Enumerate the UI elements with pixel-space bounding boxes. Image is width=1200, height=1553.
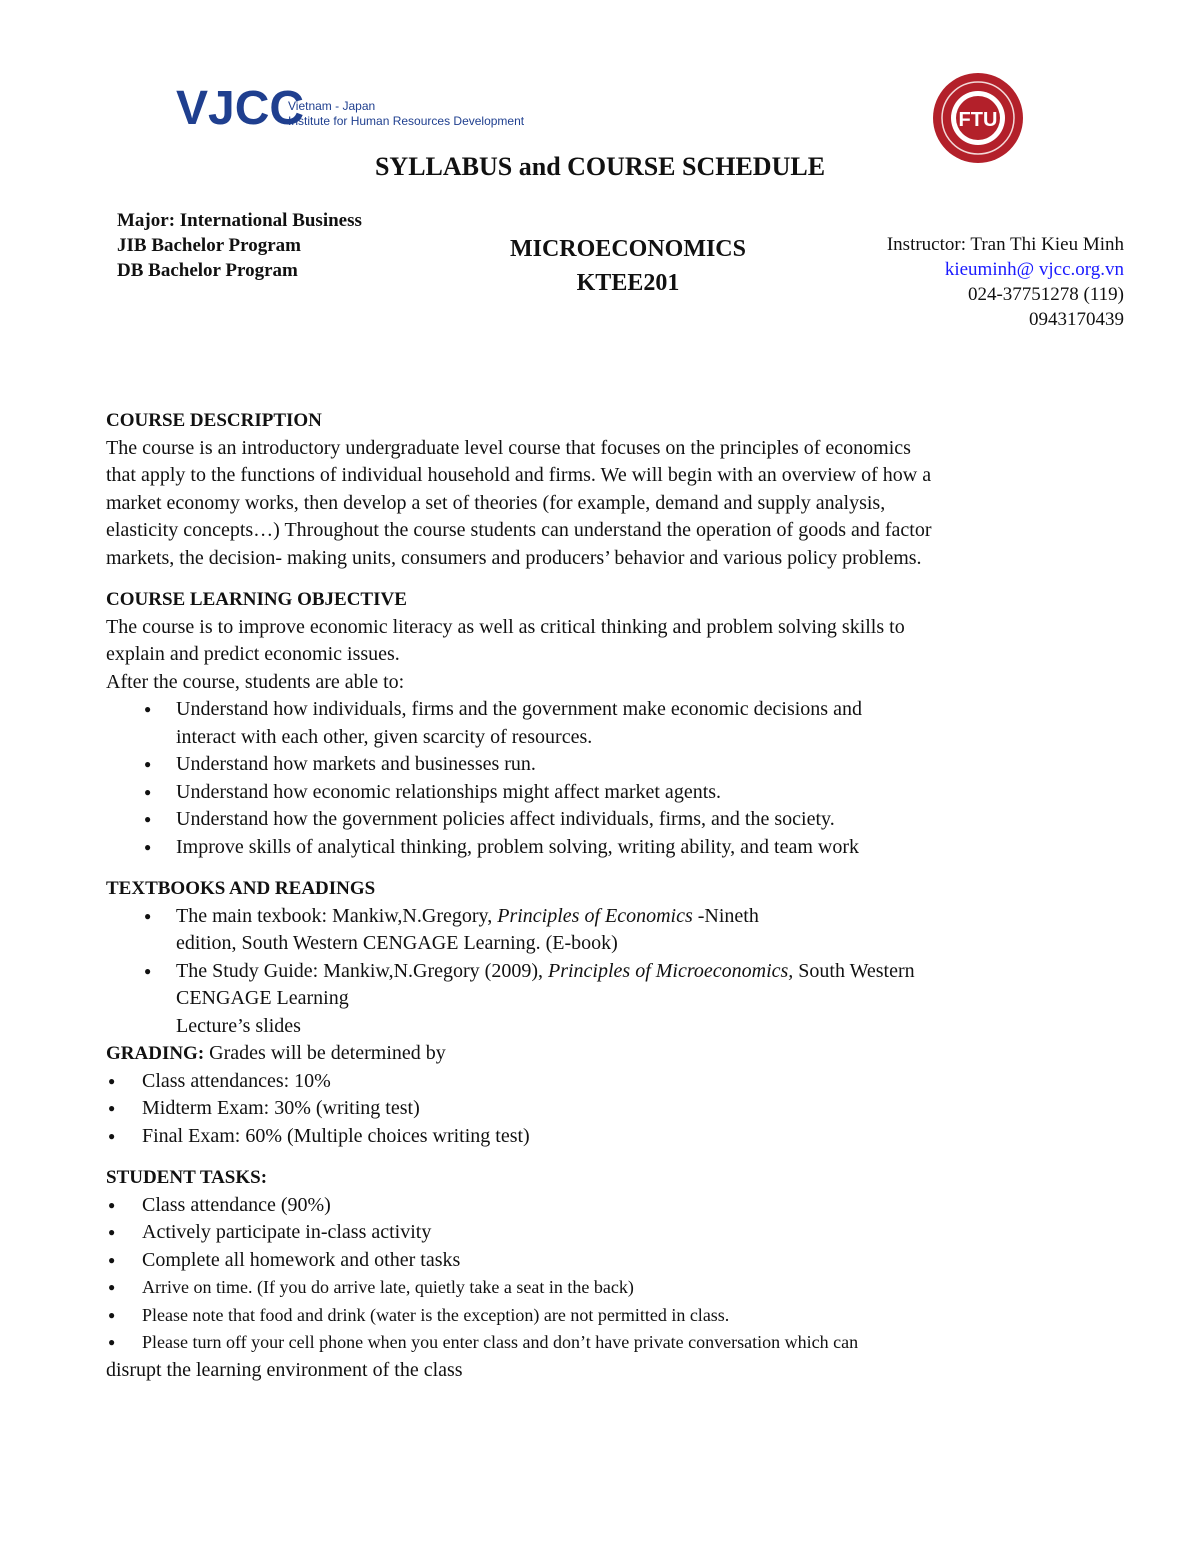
course-info — [478, 232, 778, 300]
major-label: Major: International Business — [117, 210, 362, 231]
list-item: ● Please note that food and drink (water is the exception) are not permitted in class. — [106, 1302, 1096, 1330]
section-heading-objective: COURSE LEARNING OBJECTIVE — [106, 589, 407, 610]
list-item-continuation: CENGAGE Learning — [176, 987, 349, 1009]
instructor-name: Instructor: Tran Thi Kieu Minh — [886, 234, 1124, 255]
list-item: ● Class attendances: 10% — [106, 1068, 1096, 1096]
list-item: ● Final Exam: 60% (Multiple choices writing test) — [106, 1123, 1096, 1151]
list-item: ● Midterm Exam: 30% (writing test) — [106, 1095, 1096, 1123]
course-name: MICROECONOMICS — [509, 236, 746, 262]
list-item: ● The main texbook: Mankiw,N.Gregory, Principles of Economics -Nineth — [106, 903, 1096, 931]
instructor-phone: 024-37751278 (119) — [967, 284, 1124, 305]
list-item: ● Understand how the government policies affect individuals, firms, and the society. — [106, 806, 1096, 834]
description-line: markets, the decision- making units, consumers and producers’ behavior and various policy problems. — [106, 546, 922, 569]
tasks-last-line: disrupt the learning environment of the class — [106, 1358, 463, 1381]
grading-list — [106, 1068, 1096, 1151]
book-title: Principles of Economics — [497, 904, 693, 927]
description-line: market economy works, then develop a set of theories (for example, demand and supply analysis, — [106, 491, 886, 514]
section-heading-description: COURSE DESCRIPTION — [106, 410, 322, 431]
list-item: ● The Study Guide: Mankiw,N.Gregory (2009), Principles of Microeconomics, South Western — [106, 958, 1096, 986]
description-line: elasticity concepts…) Throughout the course students can understand the operation of goods and factor — [106, 519, 932, 541]
list-item: ● Understand how individuals, firms and the government make economic decisions and — [106, 696, 1096, 724]
list-item-continuation: interact with each other, given scarcity of resources. — [176, 725, 593, 748]
list-item: ● Understand how economic relationships might affect market agents. — [106, 779, 1096, 807]
list-item: ● Actively participate in-class activity — [106, 1219, 1096, 1247]
tasks-list — [106, 1192, 1096, 1357]
objective-list — [106, 696, 1096, 724]
instructor-email-link[interactable]: kieuminh@ vjcc.org.vn — [944, 259, 1124, 280]
course-code: KTEE201 — [576, 270, 680, 296]
program-db: DB Bachelor Program — [117, 260, 298, 281]
list-item: ● Arrive on time. (If you do arrive late, quietly take a seat in the back) — [106, 1274, 1096, 1302]
textbook-list — [106, 903, 1096, 931]
description-line: that apply to the functions of individual household and firms. We will begin with an overview of how a — [106, 464, 932, 486]
vjcc-logo — [176, 80, 536, 136]
program-jib: JIB Bachelor Program — [117, 235, 301, 256]
instructor-info — [887, 232, 1124, 332]
section-heading-tasks: STUDENT TASKS: — [106, 1167, 268, 1188]
description-line: The course is an introductory undergraduate level course that focuses on the principles of economics — [106, 436, 911, 459]
vjcc-logo-line2: Institute for Human Resources Development — [288, 114, 525, 128]
section-heading-textbooks: TEXTBOOKS AND READINGS — [106, 878, 376, 899]
syllabus-body — [106, 407, 1096, 1384]
textbook-list-2 — [106, 958, 1096, 986]
objective-line: After the course, students are able to: — [106, 670, 405, 693]
list-item: ● Understand how markets and businesses run. — [106, 751, 1096, 779]
list-item: ● Class attendance (90%) — [106, 1192, 1096, 1220]
objective-line: explain and predict economic issues. — [106, 643, 400, 665]
objective-line: The course is to improve economic literacy as well as critical thinking and problem solving skills to — [106, 615, 905, 638]
list-item: ● Complete all homework and other tasks — [106, 1247, 1096, 1275]
list-item-continuation: edition, South Western CENGAGE Learning. (E-book) — [176, 932, 618, 954]
book-title: Principles of Microeconomics, — [547, 959, 794, 982]
lecture-slides: Lecture’s slides — [176, 1014, 301, 1037]
vjcc-logo-line1: Vietnam - Japan — [288, 99, 376, 113]
ftu-seal-initials: FTU — [958, 109, 998, 131]
grading-intro: GRADING: Grades will be determined by — [106, 1042, 446, 1064]
section-heading-grading: GRADING: — [106, 1043, 205, 1064]
objective-list-rest — [106, 751, 1096, 861]
program-info — [117, 208, 362, 283]
page-title: SYLLABUS and COURSE SCHEDULE — [374, 152, 826, 181]
list-item: ● Improve skills of analytical thinking, problem solving, writing ability, and team work — [106, 834, 1096, 862]
vjcc-logo-brand: VJCC — [176, 82, 305, 135]
list-item: ● Please turn off your cell phone when you enter class and don’t have private conversation which can — [106, 1329, 1096, 1357]
instructor-mobile: 0943170439 — [1029, 309, 1124, 330]
